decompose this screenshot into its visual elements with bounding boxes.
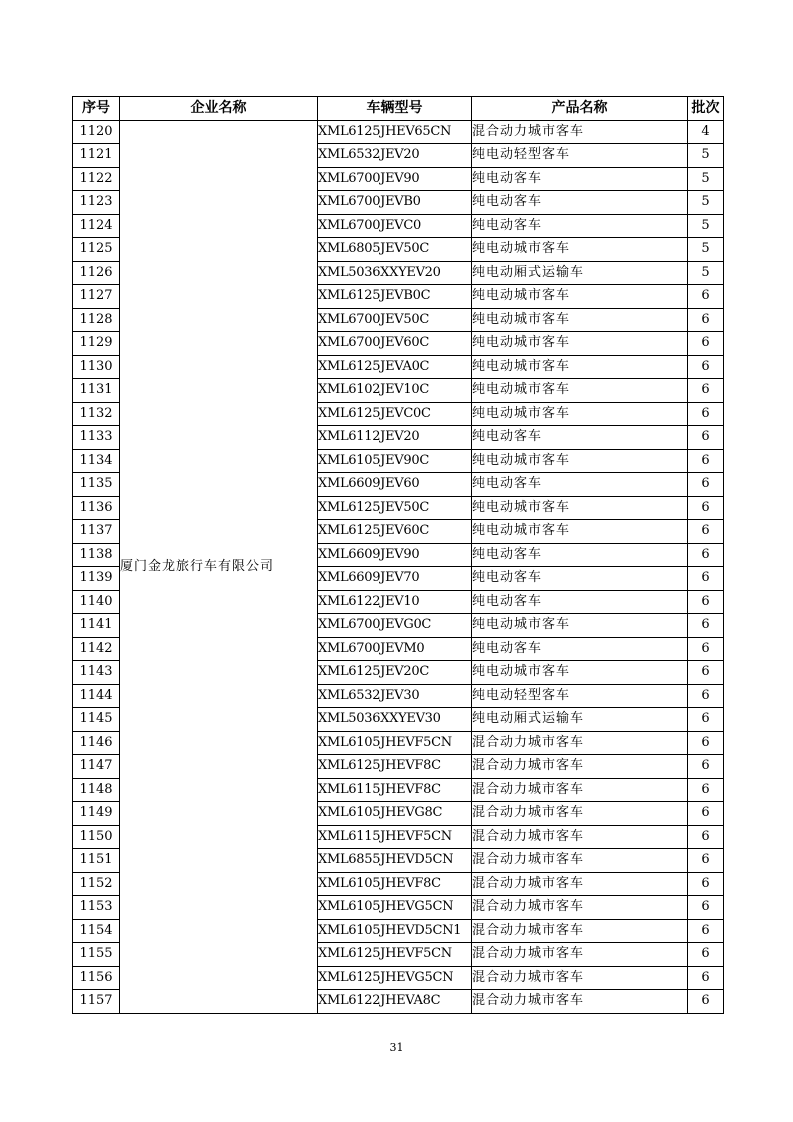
cell-model: XML6125JHEVF8C [318, 755, 472, 779]
cell-seq: 1143 [73, 661, 120, 685]
cell-batch: 6 [688, 379, 724, 403]
cell-seq: 1139 [73, 567, 120, 591]
cell-seq: 1146 [73, 731, 120, 755]
cell-batch: 6 [688, 637, 724, 661]
cell-batch: 6 [688, 943, 724, 967]
cell-product-name: 混合动力城市客车 [472, 872, 688, 896]
cell-model: XML6105JHEVF5CN [318, 731, 472, 755]
cell-batch: 6 [688, 355, 724, 379]
cell-batch: 6 [688, 778, 724, 802]
cell-model: XML6112JEV20 [318, 426, 472, 450]
cell-model: XML6125JEVC0C [318, 402, 472, 426]
cell-product-name: 纯电动城市客车 [472, 614, 688, 638]
cell-model: XML6609JEV70 [318, 567, 472, 591]
header-model: 车辆型号 [318, 97, 472, 121]
cell-batch: 5 [688, 167, 724, 191]
cell-seq: 1134 [73, 449, 120, 473]
cell-product-name: 纯电动客车 [472, 637, 688, 661]
cell-seq: 1154 [73, 919, 120, 943]
cell-seq: 1130 [73, 355, 120, 379]
cell-model: XML6125JEV50C [318, 496, 472, 520]
cell-batch: 6 [688, 872, 724, 896]
cell-batch: 6 [688, 990, 724, 1014]
cell-model: XML6105JHEVF8C [318, 872, 472, 896]
cell-batch: 6 [688, 567, 724, 591]
cell-batch: 5 [688, 191, 724, 215]
cell-seq: 1144 [73, 684, 120, 708]
cell-product-name: 纯电动城市客车 [472, 520, 688, 544]
cell-batch: 6 [688, 661, 724, 685]
cell-batch: 6 [688, 849, 724, 873]
cell-batch: 6 [688, 496, 724, 520]
cell-batch: 6 [688, 708, 724, 732]
cell-batch: 6 [688, 590, 724, 614]
cell-batch: 6 [688, 684, 724, 708]
cell-model: XML6855JHEVD5CN [318, 849, 472, 873]
cell-product-name: 混合动力城市客车 [472, 120, 688, 144]
cell-product-name: 混合动力城市客车 [472, 802, 688, 826]
cell-model: XML6609JEV60 [318, 473, 472, 497]
cell-model: XML6122JEV10 [318, 590, 472, 614]
cell-seq: 1147 [73, 755, 120, 779]
cell-model: XML6125JHEVG5CN [318, 966, 472, 990]
cell-seq: 1135 [73, 473, 120, 497]
cell-seq: 1156 [73, 966, 120, 990]
cell-product-name: 混合动力城市客车 [472, 896, 688, 920]
cell-product-name: 混合动力城市客车 [472, 966, 688, 990]
cell-product-name: 混合动力城市客车 [472, 849, 688, 873]
cell-seq: 1126 [73, 261, 120, 285]
cell-model: XML6105JEV90C [318, 449, 472, 473]
cell-batch: 6 [688, 896, 724, 920]
cell-product-name: 纯电动轻型客车 [472, 684, 688, 708]
cell-product-name: 纯电动厢式运输车 [472, 708, 688, 732]
cell-batch: 5 [688, 261, 724, 285]
cell-batch: 5 [688, 238, 724, 262]
cell-seq: 1142 [73, 637, 120, 661]
cell-product-name: 纯电动客车 [472, 473, 688, 497]
cell-model: XML6700JEVG0C [318, 614, 472, 638]
cell-seq: 1136 [73, 496, 120, 520]
header-seq: 序号 [73, 97, 120, 121]
cell-model: XML6125JEVA0C [318, 355, 472, 379]
cell-product-name: 纯电动城市客车 [472, 661, 688, 685]
table-body [73, 120, 724, 1013]
cell-product-name: 纯电动城市客车 [472, 402, 688, 426]
cell-batch: 6 [688, 473, 724, 497]
cell-batch: 6 [688, 919, 724, 943]
cell-model: XML6105JHEVG8C [318, 802, 472, 826]
cell-batch: 5 [688, 214, 724, 238]
cell-product-name: 混合动力城市客车 [472, 990, 688, 1014]
cell-model: XML6122JHEVA8C [318, 990, 472, 1014]
cell-model: XML6125JHEVF5CN [318, 943, 472, 967]
cell-seq: 1152 [73, 872, 120, 896]
cell-product-name: 纯电动城市客车 [472, 308, 688, 332]
cell-seq: 1140 [73, 590, 120, 614]
cell-product-name: 混合动力城市客车 [472, 943, 688, 967]
cell-batch: 6 [688, 285, 724, 309]
cell-product-name: 纯电动城市客车 [472, 332, 688, 356]
header-batch: 批次 [688, 97, 724, 121]
cell-product-name: 纯电动城市客车 [472, 379, 688, 403]
cell-seq: 1128 [73, 308, 120, 332]
cell-product-name: 纯电动客车 [472, 214, 688, 238]
cell-batch: 6 [688, 802, 724, 826]
cell-product-name: 纯电动客车 [472, 590, 688, 614]
cell-model: XML6125JEV60C [318, 520, 472, 544]
cell-company: 厦门金龙旅行车有限公司 [120, 120, 318, 1013]
cell-product-name: 纯电动轻型客车 [472, 144, 688, 168]
header-company: 企业名称 [120, 97, 318, 121]
cell-model: XML6115JHEVF8C [318, 778, 472, 802]
cell-model: XML5036XXYEV20 [318, 261, 472, 285]
cell-model: XML6700JEVB0 [318, 191, 472, 215]
cell-seq: 1145 [73, 708, 120, 732]
cell-product-name: 纯电动客车 [472, 567, 688, 591]
cell-seq: 1153 [73, 896, 120, 920]
cell-seq: 1138 [73, 543, 120, 567]
page-number: 31 [389, 1041, 404, 1054]
cell-batch: 6 [688, 308, 724, 332]
cell-product-name: 混合动力城市客车 [472, 825, 688, 849]
cell-model: XML6700JEVC0 [318, 214, 472, 238]
vehicle-list-table [72, 96, 724, 1014]
cell-batch: 6 [688, 966, 724, 990]
cell-product-name: 混合动力城市客车 [472, 919, 688, 943]
cell-batch: 6 [688, 332, 724, 356]
cell-seq: 1155 [73, 943, 120, 967]
cell-batch: 5 [688, 144, 724, 168]
cell-seq: 1123 [73, 191, 120, 215]
cell-product-name: 混合动力城市客车 [472, 778, 688, 802]
cell-model: XML6700JEV50C [318, 308, 472, 332]
cell-seq: 1129 [73, 332, 120, 356]
cell-batch: 6 [688, 755, 724, 779]
cell-seq: 1133 [73, 426, 120, 450]
cell-seq: 1127 [73, 285, 120, 309]
cell-batch: 6 [688, 543, 724, 567]
cell-model: XML6125JHEV65CN [318, 120, 472, 144]
cell-seq: 1121 [73, 144, 120, 168]
cell-model: XML6609JEV90 [318, 543, 472, 567]
cell-product-name: 纯电动城市客车 [472, 285, 688, 309]
table-row [73, 120, 724, 144]
cell-seq: 1157 [73, 990, 120, 1014]
cell-model: XML6125JEVB0C [318, 285, 472, 309]
cell-product-name: 纯电动城市客车 [472, 496, 688, 520]
cell-product-name: 纯电动城市客车 [472, 238, 688, 262]
cell-model: XML6700JEV60C [318, 332, 472, 356]
cell-model: XML6125JEV20C [318, 661, 472, 685]
cell-model: XML6805JEV50C [318, 238, 472, 262]
cell-model: XML6700JEVM0 [318, 637, 472, 661]
cell-model: XML6532JEV20 [318, 144, 472, 168]
cell-model: XML6115JHEVF5CN [318, 825, 472, 849]
cell-seq: 1148 [73, 778, 120, 802]
cell-seq: 1122 [73, 167, 120, 191]
cell-product-name: 纯电动城市客车 [472, 355, 688, 379]
cell-product-name: 纯电动客车 [472, 426, 688, 450]
cell-batch: 6 [688, 825, 724, 849]
cell-batch: 6 [688, 449, 724, 473]
cell-model: XML6532JEV30 [318, 684, 472, 708]
cell-seq: 1149 [73, 802, 120, 826]
cell-seq: 1150 [73, 825, 120, 849]
cell-product-name: 纯电动客车 [472, 191, 688, 215]
cell-product-name: 纯电动客车 [472, 543, 688, 567]
cell-batch: 6 [688, 520, 724, 544]
cell-seq: 1141 [73, 614, 120, 638]
cell-product-name: 混合动力城市客车 [472, 731, 688, 755]
cell-model: XML5036XXYEV30 [318, 708, 472, 732]
cell-product-name: 纯电动厢式运输车 [472, 261, 688, 285]
cell-seq: 1120 [73, 120, 120, 144]
cell-batch: 6 [688, 731, 724, 755]
cell-model: XML6105JHEVG5CN [318, 896, 472, 920]
cell-model: XML6105JHEVD5CN1 [318, 919, 472, 943]
table-header-row [73, 97, 724, 121]
cell-seq: 1151 [73, 849, 120, 873]
cell-model: XML6700JEV90 [318, 167, 472, 191]
header-product-name: 产品名称 [472, 97, 688, 121]
cell-seq: 1132 [73, 402, 120, 426]
cell-seq: 1131 [73, 379, 120, 403]
cell-batch: 6 [688, 402, 724, 426]
cell-seq: 1124 [73, 214, 120, 238]
cell-product-name: 混合动力城市客车 [472, 755, 688, 779]
cell-model: XML6102JEV10C [318, 379, 472, 403]
cell-product-name: 纯电动城市客车 [472, 449, 688, 473]
cell-product-name: 纯电动客车 [472, 167, 688, 191]
cell-batch: 4 [688, 120, 724, 144]
cell-batch: 6 [688, 614, 724, 638]
cell-seq: 1137 [73, 520, 120, 544]
cell-batch: 6 [688, 426, 724, 450]
cell-seq: 1125 [73, 238, 120, 262]
